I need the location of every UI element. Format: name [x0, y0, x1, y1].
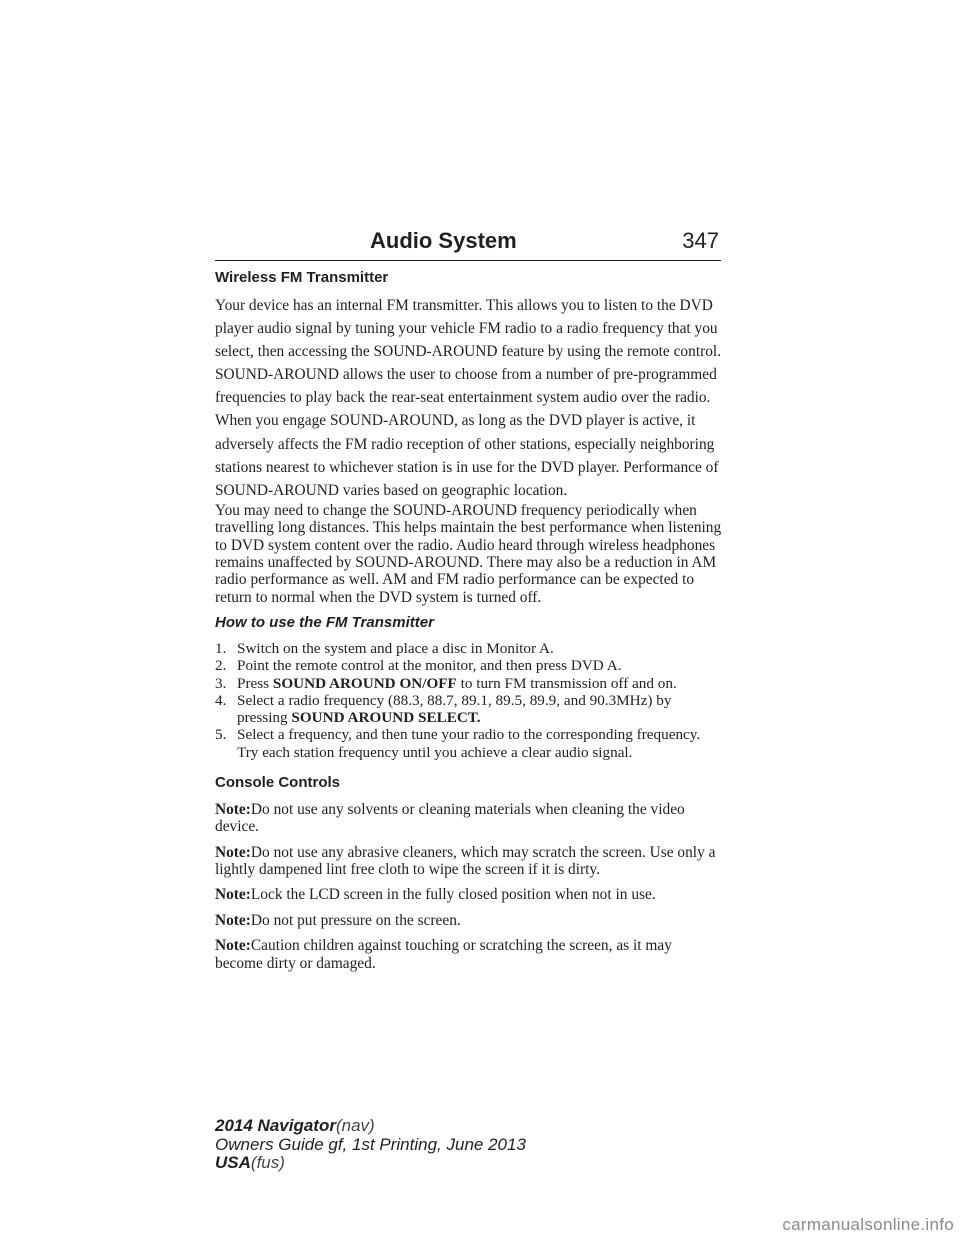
note-label: Note:	[215, 911, 251, 929]
step-text: Select a frequency, and then tune your radio to the corresponding frequency. Try each station frequency until you achieve a clear audio signal.	[237, 726, 701, 761]
page-number: 347	[682, 228, 719, 253]
step-text: Point the remote control at the monitor, and then press DVD A.	[237, 657, 622, 675]
step-text-post: to turn FM transmission off and on.	[456, 674, 677, 692]
list-item	[215, 692, 723, 726]
section-heading-how-to-use: How to use the FM Transmitter	[215, 614, 434, 632]
note-text: Do not use any solvents or cleaning materials when cleaning the video device.	[215, 800, 685, 836]
note-paragraph	[215, 886, 723, 903]
step-button-name: SOUND AROUND ON/OFF	[272, 674, 457, 692]
step-text: Switch on the system and place a disc in Monitor A.	[237, 640, 554, 658]
footer-model: 2014 Navigator	[215, 1116, 336, 1135]
list-item	[215, 726, 723, 760]
step-button-name: SOUND AROUND SELECT.	[291, 709, 481, 727]
footer-market: USA	[215, 1153, 251, 1172]
note-text: Caution children against touching or scratching the screen, as it may become dirty or damaged.	[215, 937, 672, 972]
step-text: Select a radio frequency (88.3, 88.7, 89.1, 89.5, 89.9, and 90.3MHz) by pressing	[237, 691, 672, 727]
footer-line-market	[215, 1154, 635, 1173]
note-label: Note:	[215, 800, 251, 818]
list-item	[215, 657, 723, 674]
header-title: Audio System	[370, 228, 517, 253]
note-paragraph	[215, 844, 723, 879]
site-watermark: carmanualsonline.info	[782, 1215, 954, 1234]
footer-line-printing: Owners Guide gf, 1st Printing, June 2013	[215, 1134, 526, 1154]
section-heading-wireless-fm: Wireless FM Transmitter	[215, 269, 389, 286]
step-text: Press	[237, 674, 273, 692]
footer-market-code: (fus)	[250, 1153, 285, 1172]
note-paragraph	[215, 801, 723, 836]
step-number: 5.	[215, 726, 227, 744]
note-label: Note:	[215, 937, 251, 955]
note-label: Note:	[215, 843, 251, 861]
note-paragraph	[215, 912, 723, 929]
step-number: 2.	[215, 657, 227, 675]
note-label: Note:	[215, 886, 251, 904]
step-number: 3.	[215, 674, 227, 692]
page-content	[215, 268, 723, 980]
footer-line-model	[215, 1117, 635, 1136]
paragraph-fm-intro: Your device has an internal FM transmitter. This allows you to listen to the DVD player audio signal by tuning your vehicle FM radio to a radio frequency that you select, then accessing the SOUND-AROUND feature by using the remote control. SOUND-AROUND allows the user to choose from a number of pre-programmed frequencies to play back the rear-seat entertainment system audio over the radio. When you engage SOUND-AROUND, as long as the DVD player is active, it adversely affects the FM radio reception of other stations, especially neighboring stations nearest to whichever station is in use for the DVD player. Performance of SOUND-AROUND varies based on geographic location.	[215, 297, 722, 499]
section-heading-console-controls: Console Controls	[215, 773, 341, 791]
print-footer	[215, 1117, 635, 1173]
footer-model-code: (nav)	[335, 1116, 375, 1135]
note-text: Do not use any abrasive cleaners, which may scratch the screen. Use only a lightly dampened lint free cloth to wipe the screen if it is dirty.	[215, 843, 716, 878]
list-item	[215, 675, 723, 692]
paragraph-fm-frequency: You may need to change the SOUND-AROUND frequency periodically when travelling long distances. This helps maintain the best performance when listening to DVD system content over the radio. Audio heard through wireless headphones remains unaffected by SOUND-AROUND. There may also be a reduction in AM radio performance as well. AM and FM radio performance can be expected to return to normal when the DVD system is turned off.	[215, 501, 722, 606]
note-text: Do not put pressure on the screen.	[250, 911, 461, 929]
page-header	[215, 226, 721, 261]
note-text: Lock the LCD screen in the fully closed position when not in use.	[250, 886, 656, 904]
list-item	[215, 640, 723, 657]
note-paragraph	[215, 937, 723, 972]
step-number: 1.	[215, 640, 227, 658]
step-number: 4.	[215, 691, 227, 709]
steps-list	[215, 640, 723, 760]
